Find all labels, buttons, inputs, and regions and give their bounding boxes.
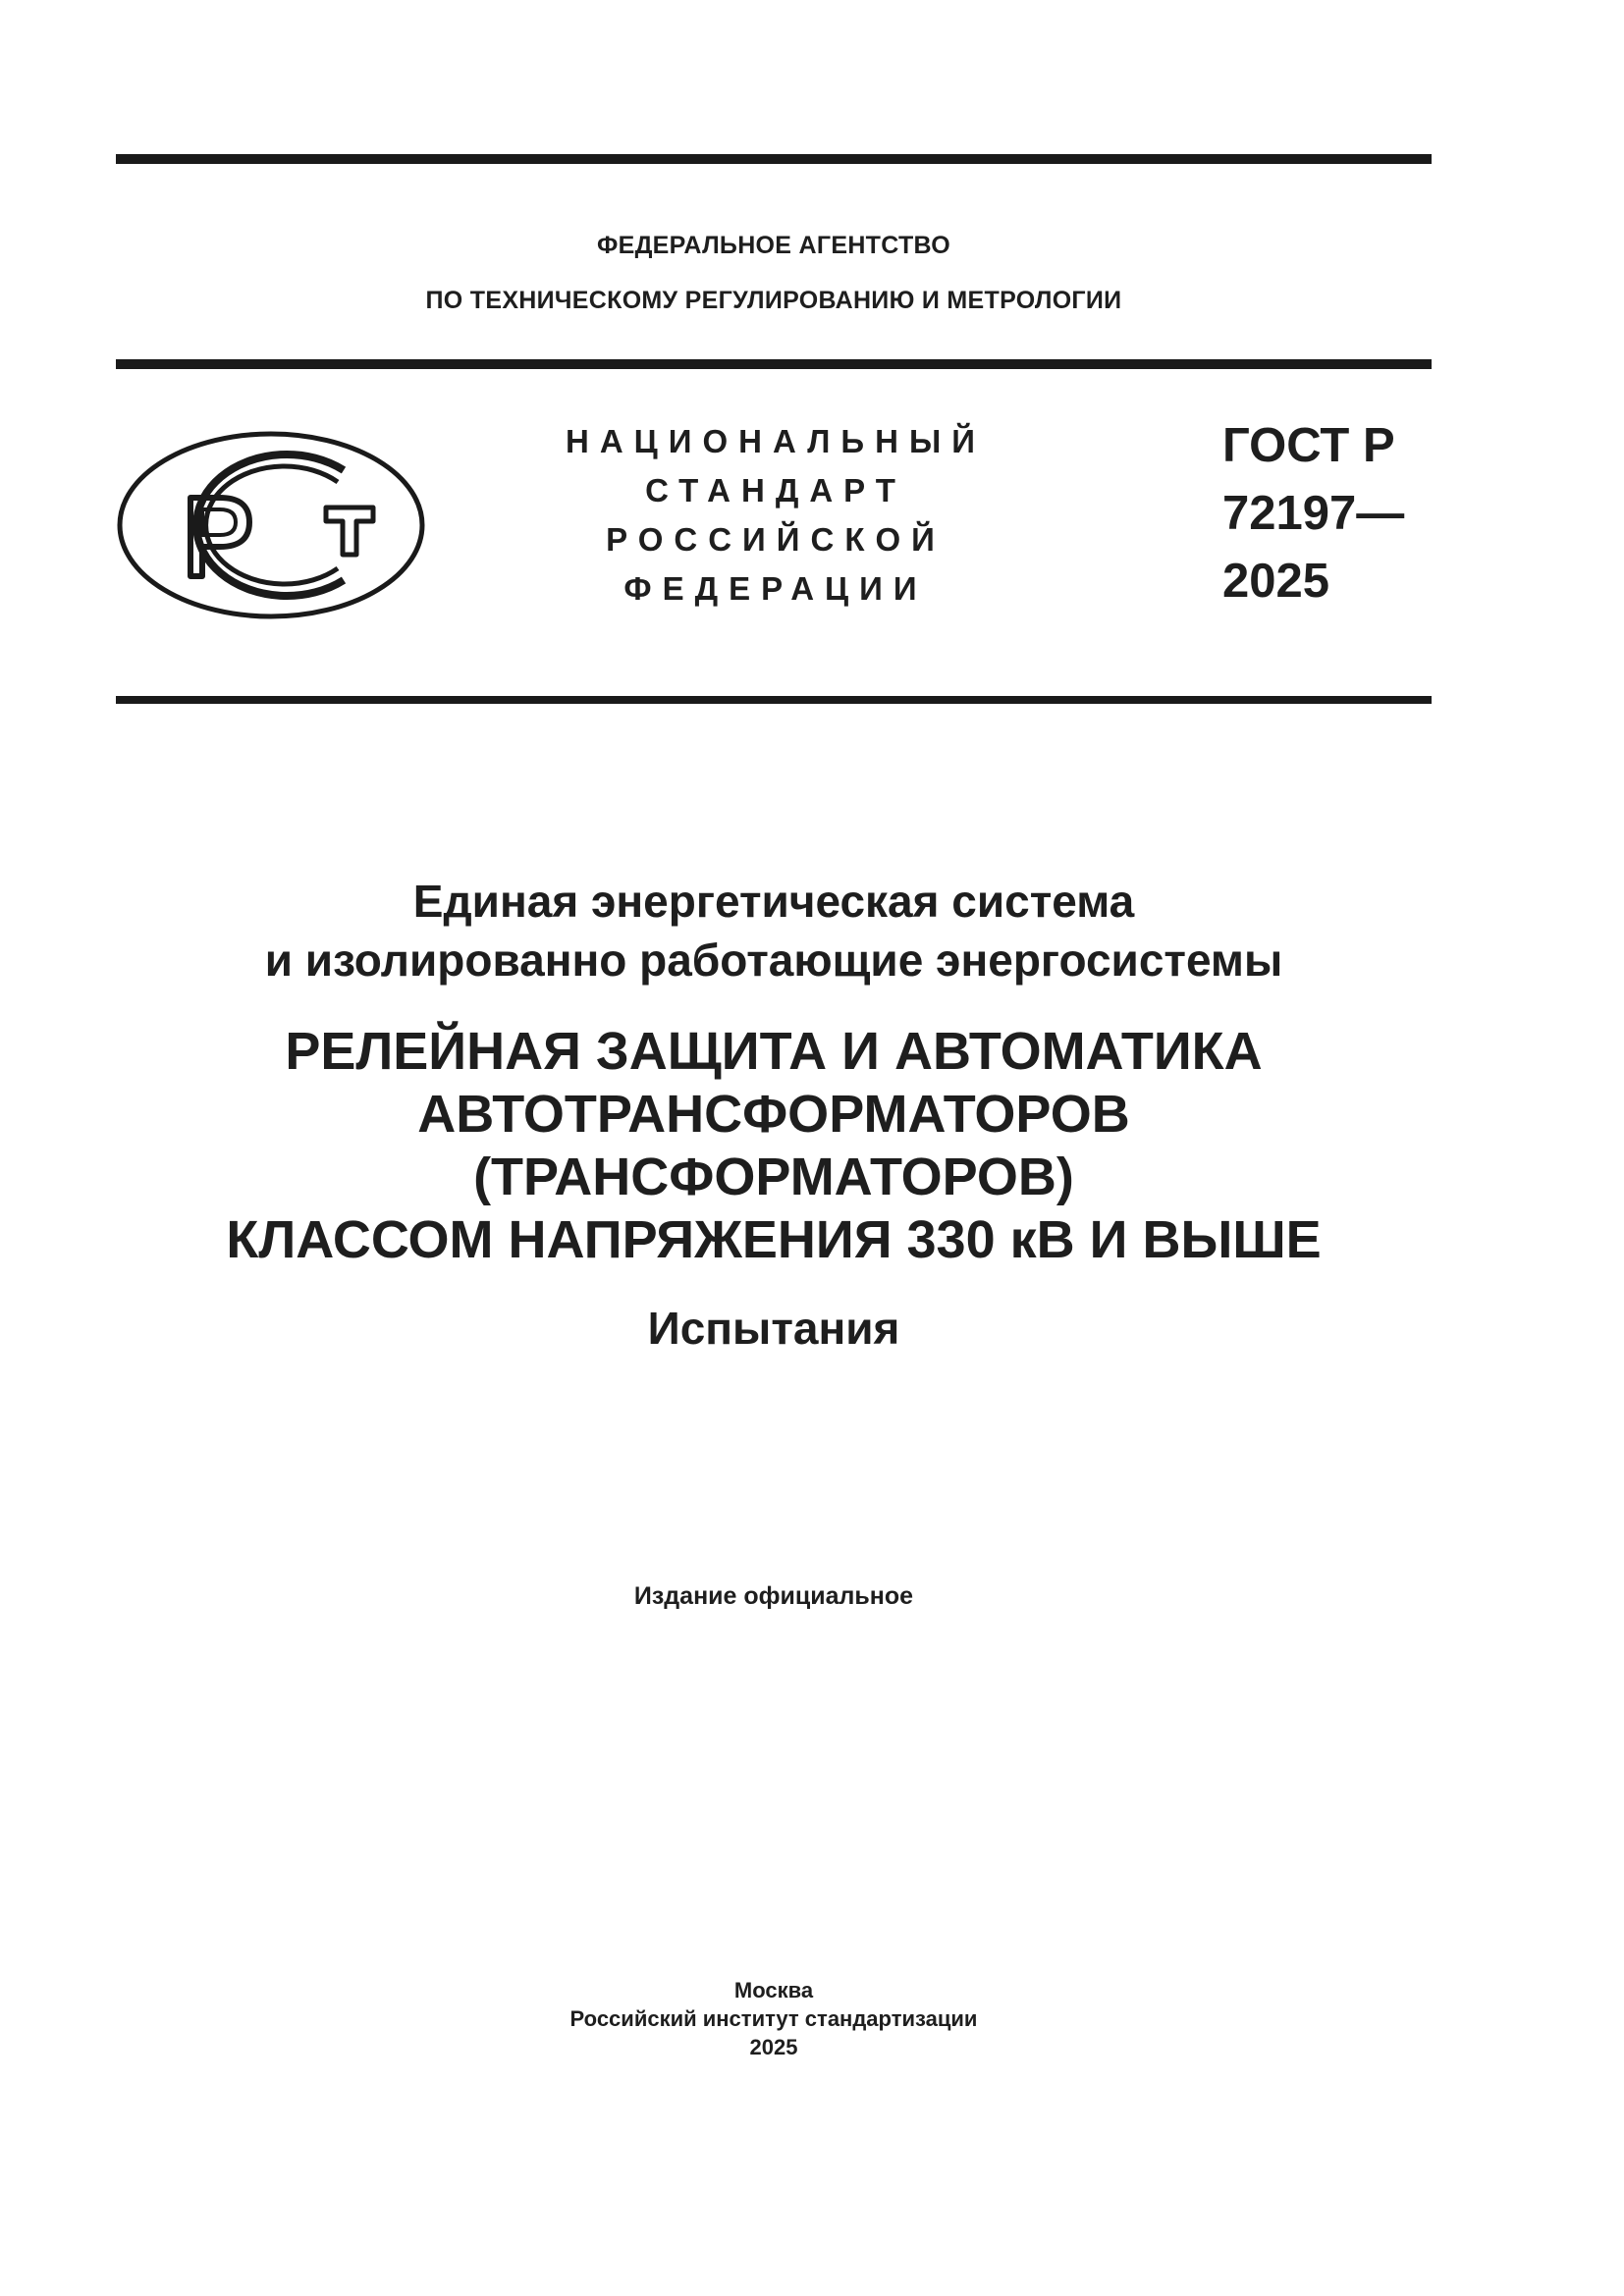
main-title-line-1: РЕЛЕЙНАЯ ЗАЩИТА И АВТОМАТИКА — [285, 1022, 1263, 1081]
rst-logo-icon — [116, 429, 426, 621]
imprint-city: Москва — [733, 1978, 814, 2002]
agency-line-1: ФЕДЕРАЛЬНОЕ АГЕНТСТВО — [596, 232, 951, 259]
national-standard-line-3: РОССИЙСКОЙ — [606, 521, 946, 558]
national-standard-label — [530, 417, 1021, 614]
national-standard-line-4: ФЕДЕРАЦИИ — [623, 570, 928, 607]
national-standard-line-2: СТАНДАРТ — [645, 472, 906, 508]
publisher-imprint — [116, 1976, 1432, 2061]
bottom-rule — [116, 696, 1432, 704]
document-title — [116, 872, 1432, 1358]
agency-header — [116, 218, 1432, 328]
main-title-line-3: (ТРАНСФОРМАТОРОВ) — [473, 1148, 1074, 1206]
title-part: Испытания — [647, 1303, 900, 1354]
agency-line-2: ПО ТЕХНИЧЕСКОМУ РЕГУЛИРОВАНИЮ И МЕТРОЛОГИИ — [425, 287, 1122, 314]
subtitle-line-2: и изолированно работающие энергосистемы — [264, 934, 1283, 986]
designation-line-2: 72197— — [1222, 487, 1405, 540]
standard-designation — [1222, 412, 1404, 615]
main-title-line-2: АВТОТРАНСФОРМАТОРОВ — [417, 1085, 1130, 1144]
imprint-year: 2025 — [749, 2035, 798, 2059]
imprint-publisher: Российский институт стандартизации — [569, 2006, 978, 2031]
middle-rule — [116, 359, 1432, 369]
edition-label: Издание официальное — [633, 1582, 914, 1610]
designation-line-3: 2025 — [1222, 555, 1330, 608]
designation-line-1: ГОСТ Р — [1222, 419, 1395, 472]
national-standard-line-1: НАЦИОНАЛЬНЫЙ — [566, 423, 986, 459]
main-title-line-4: КЛАССОМ НАПРЯЖЕНИЯ 330 кВ И ВЫШЕ — [226, 1210, 1322, 1269]
top-rule — [116, 154, 1432, 164]
title-main — [116, 1020, 1432, 1271]
title-subtitle — [116, 872, 1432, 989]
subtitle-line-1: Единая энергетическая система — [412, 876, 1135, 927]
